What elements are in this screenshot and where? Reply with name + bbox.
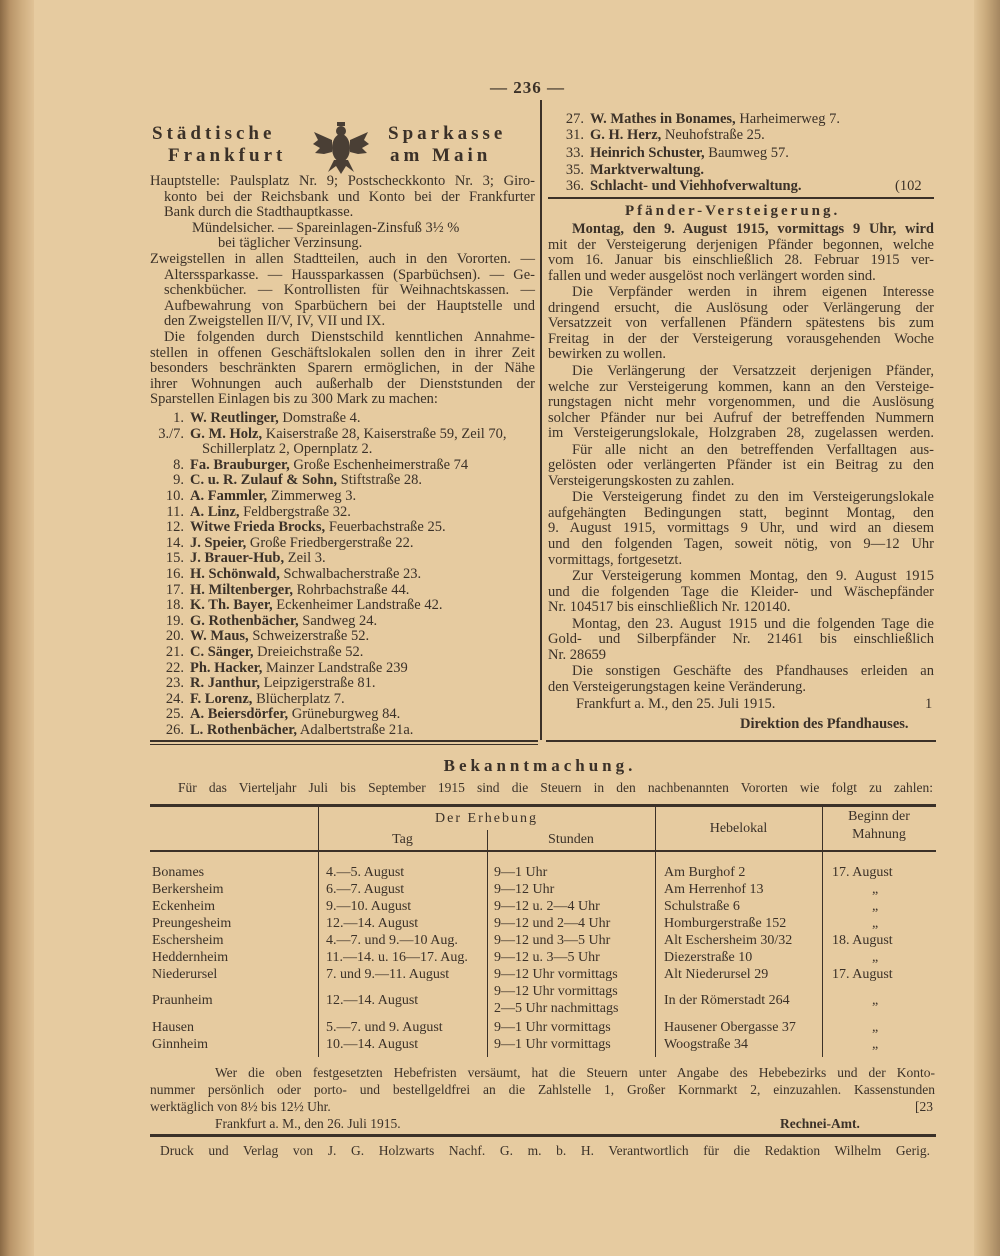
list-item-address: Eckenheimer Landstraße 42. — [276, 597, 443, 614]
table-top-rule — [150, 804, 936, 807]
list-item-text — [190, 645, 363, 661]
cell-tag: 4.—7. und 9.—10 Aug. — [326, 933, 458, 948]
list-item-number: 9. — [173, 472, 184, 489]
list-item-name: A. Fammler, — [190, 488, 268, 504]
list-item-number: 11. — [166, 503, 184, 520]
header-tag: Tag — [392, 832, 413, 847]
pfaender-line: bewirken zu wollen. — [548, 346, 666, 363]
list-item-text — [190, 427, 507, 443]
divider — [150, 740, 538, 742]
cell-hebelokal: Alt Eschersheim 30/32 — [664, 933, 793, 948]
pfaender-line: vom 16. Januar bis einschließlich 28. Februar 1915 ver- — [548, 252, 934, 269]
list-item-text — [202, 442, 372, 458]
list-item-text — [190, 583, 409, 599]
list-item-address: Zimmerweg 3. — [270, 488, 357, 504]
section-divider — [548, 197, 934, 199]
cell-mahnung: „ — [872, 950, 879, 965]
cell-mahnung: „ — [872, 1020, 879, 1035]
list-item-number: 25. — [165, 706, 184, 723]
cell-stunden: 9—12 Uhr — [494, 882, 555, 897]
cell-tag: 12.—14. August — [326, 916, 419, 931]
cell-tag: 5.—7. und 9. August — [326, 1020, 443, 1035]
list-item-number: 24. — [165, 690, 184, 707]
sparkasse-line: schenkbücher. — Kontrollisten für Weihnachtskassen. — — [164, 282, 535, 299]
table-col-divider — [487, 830, 488, 1057]
sparkasse-title-left-2: Frankfurt — [168, 145, 287, 166]
list-item-address: Mainzer Landstraße 239 — [266, 659, 408, 676]
bekanntmachung-ref: [23 — [915, 1099, 933, 1114]
cell-mahnung: „ — [872, 993, 879, 1008]
cell-mahnung: 17. August — [832, 865, 893, 880]
list-item-address: Grüneburgweg 84. — [291, 706, 401, 723]
cell-mahnung: „ — [872, 882, 879, 897]
pfaender-line: Nr. 104517 bis einschließlich Nr. 120140. — [548, 599, 791, 616]
list-item-name: Schlacht- und Viehhofverwaltung. — [590, 177, 802, 194]
pfaender-line: Versteigerungskosten zu zahlen. — [548, 472, 735, 489]
cell-hebelokal: In der Römerstadt 264 — [664, 993, 790, 1008]
list-item-name: W. Mathes in Bonames, — [590, 111, 736, 127]
cell-hebelokal: Homburgerstraße 152 — [664, 916, 787, 931]
sparkasse-line: Alterssparkasse. — Haussparkassen (Sparbüchsen). — Ge- — [164, 266, 535, 283]
list-item-name: Witwe Frieda Brocks, — [190, 519, 326, 536]
list-item-address: Baumweg 57. — [708, 145, 789, 162]
sparkasse-title-right-2: am Main — [390, 145, 492, 166]
cell-ort: Heddernheim — [152, 950, 229, 965]
pfaender-line: Die Versteigerung findet zu den im Versteigerungslokale — [572, 489, 934, 506]
cell-stunden: 9—1 Uhr — [494, 865, 548, 880]
sparkasse-ref-number: (102 — [895, 178, 922, 194]
list-item-number: 26. — [165, 722, 184, 738]
list-item-name: G. Rothenbächer, — [190, 612, 299, 629]
list-item-number: 21. — [165, 644, 184, 660]
page-edge — [974, 0, 1000, 1256]
cell-stunden: 9—12 Uhr vormittags — [494, 984, 618, 999]
footer-line-1 — [215, 1065, 935, 1081]
header-hebelokal: Hebelokal — [709, 821, 768, 836]
cell-ort: Hausen — [152, 1020, 194, 1035]
pfaender-line: den Versteigerungstagen keine Veränderung. — [548, 678, 806, 695]
pfaender-line: rungstagen nicht mehr vorgenommen, und die Auslösung — [548, 394, 934, 411]
list-item-name: G. H. Herz, — [590, 127, 662, 144]
list-item-text — [190, 723, 413, 739]
list-item-text — [190, 629, 369, 645]
pfaender-line: mit der Versteigerung derjenigen Pfänder begonnen, welche — [548, 236, 934, 253]
list-item-text — [190, 567, 421, 583]
list-item-address: Feldbergstraße 32. — [243, 503, 351, 520]
list-item-address: Neuhofstraße 25. — [664, 127, 765, 144]
list-item-name: C. Sänger, — [190, 644, 254, 660]
cell-tag: 11.—14. u. 16—17. Aug. — [326, 950, 468, 965]
cell-mahnung: „ — [872, 916, 879, 931]
list-item-name: L. Rothenbächer, — [190, 722, 298, 738]
list-item-text — [190, 536, 414, 552]
cell-stunden: 2—5 Uhr nachmittags — [494, 1001, 619, 1016]
sparkasse-line: den Zweigstellen II/V, IV, VII und IX. — [164, 313, 386, 330]
pfaender-line: Für alle nicht an den betreffenden Verfalltagen aus- — [572, 441, 934, 458]
list-item-number: 33. — [565, 145, 584, 162]
list-item-address: Schillerplatz 2, Opernplatz 2. — [202, 441, 373, 458]
header-stunden: Stunden — [548, 832, 594, 847]
list-item-name: K. Th. Bayer, — [190, 597, 273, 614]
list-item-number: 15. — [165, 550, 184, 567]
list-item-number: 20. — [165, 628, 184, 645]
pfaender-title: Pfänder-Versteigerung. — [625, 203, 841, 219]
footer-line-2 — [150, 1082, 935, 1098]
list-item-number: 1. — [173, 410, 184, 426]
list-item-text — [590, 112, 840, 128]
list-item-name: F. Lorenz, — [190, 690, 253, 707]
list-item-name: Marktverwaltung. — [590, 161, 704, 178]
book-binding — [0, 0, 34, 1256]
list-item-number: 31. — [565, 127, 584, 144]
list-item-address: Kaiserstraße 28, Kaiserstraße 59, Zeil 70, — [265, 425, 507, 442]
cell-mahnung: 18. August — [832, 933, 893, 948]
pfaender-line: Gold- und Silberpfänder Nr. 21461 bis einschließlich — [548, 631, 934, 648]
cell-mahnung: „ — [872, 1037, 879, 1052]
list-item-number: 19. — [165, 612, 184, 629]
pfaender-line: gelösten oder verlängerten Pfänder ist ein Beitrag zu den — [548, 457, 934, 474]
list-item-name: J. Speier, — [190, 534, 247, 551]
list-item-text — [190, 676, 376, 692]
list-item-address: Zeil 3. — [287, 550, 326, 567]
cell-stunden: 9—12 und 3—5 Uhr — [494, 933, 611, 948]
footer-text: Wer die oben festgesetzten Hebefristen versäumt, hat die Steuern unter Angabe des Hebebezirks und der Konto- — [215, 1065, 935, 1080]
pfaender-line: Frankfurt a. M., den 25. Juli 1915. — [576, 695, 776, 712]
cell-ort: Bonames — [152, 865, 205, 880]
cell-tag: 4.—5. August — [326, 865, 405, 880]
list-item-name: Fa. Brauburger, — [190, 456, 290, 473]
list-item-name: R. Janthur, — [190, 675, 260, 692]
list-item-address: Sandweg 24. — [302, 612, 378, 629]
list-item-text — [190, 551, 326, 567]
list-item-text — [190, 473, 422, 489]
imprint: Druck und Verlag von J. G. Holzwarts Nachf. G. m. b. H. Verantwortlich für die Redaktion Wilhelm Gerig. — [160, 1143, 930, 1158]
list-item-name: H. Schönwald, — [190, 566, 280, 582]
list-item-number: 10. — [165, 488, 184, 504]
cell-mahnung: 17. August — [832, 967, 893, 982]
list-item-address: Feuerbachstraße 25. — [328, 519, 446, 536]
sparkasse-line: stellen in offenen Geschäftslokalen sollen den in ihrer Zeit — [150, 344, 535, 361]
pfaender-line: fallen und weder ausgelöst noch verlängert worden sind. — [548, 267, 876, 284]
sparkasse-line: Aufbewahrung von Sparbüchern bei der Hauptstelle und — [164, 297, 535, 314]
table-header-rule — [150, 850, 936, 852]
cell-ort: Praunheim — [152, 993, 213, 1008]
header-der-erhebung: Der Erhebung — [435, 811, 538, 826]
cell-ort: Eckenheim — [152, 899, 215, 914]
pfaender-ref-number: 1 — [925, 696, 933, 712]
list-item-text — [190, 489, 356, 505]
cell-stunden: 9—1 Uhr vormittags — [494, 1020, 611, 1035]
list-item-number: 12. — [165, 519, 184, 536]
header-mahnung-1: Beginn der — [848, 809, 910, 824]
cell-stunden: 9—12 u. 3—5 Uhr — [494, 950, 600, 965]
bekanntmachung-intro: Für das Vierteljahr Juli bis September 1915 sind die Steuern in den nachbenannten Vororten wie folgt zu zahlen: — [178, 780, 933, 795]
pfaender-line: dringend ersucht, die Auslösung oder Verlängerung der — [548, 299, 934, 316]
list-item-number: 14. — [165, 534, 184, 551]
pfaender-line: 9. August 1915, vormittags 9 Uhr, und wird an diesem — [548, 520, 934, 537]
list-item-text — [190, 614, 377, 630]
cell-hebelokal: Woogstraße 34 — [664, 1037, 749, 1052]
page-number: — 236 — — [490, 78, 565, 97]
cell-tag: 12.—14. August — [326, 993, 419, 1008]
list-item-address: Adalbertstraße 21a. — [299, 722, 414, 738]
cell-ort: Niederursel — [152, 967, 218, 982]
pfaender-line: und die folgenden Tage die Kleider- und Wäschepfänder — [548, 583, 934, 600]
sparkasse-title-right-1: Sparkasse — [388, 123, 507, 144]
cell-tag: 9.—10. August — [326, 899, 412, 914]
cell-ort: Preungesheim — [152, 916, 232, 931]
list-item-text — [190, 411, 361, 427]
cell-tag: 10.—14. August — [326, 1037, 419, 1052]
list-item-address: Harheimerweg 7. — [739, 111, 840, 127]
list-item-number: 27. — [565, 111, 584, 127]
cell-stunden: 9—1 Uhr vormittags — [494, 1037, 611, 1052]
imprint-wrap — [160, 1143, 930, 1159]
list-item-number: 16. — [165, 566, 184, 582]
list-item-name: Ph. Hacker, — [190, 659, 263, 676]
sparkasse-line: ihrer Wohnungen auch außerhalb der Dienststunden der — [150, 375, 535, 392]
list-item-name: G. M. Holz, — [190, 425, 263, 442]
pfaender-line: Nr. 28659 — [548, 646, 606, 663]
bekanntmachung-signature: Rechnei-Amt. — [780, 1116, 860, 1131]
list-item-name: W. Reutlinger, — [190, 410, 279, 426]
pfaender-line: vormittags, fortgesetzt. — [548, 551, 683, 568]
pfaender-line: Montag, den 9. August 1915, vormittags 9 Uhr, wird — [572, 221, 934, 237]
bekanntmachung-date: Frankfurt a. M., den 26. Juli 1915. — [215, 1116, 401, 1131]
list-item-text — [590, 146, 789, 162]
sparkasse-line: Mündelsicher. — Spareinlagen-Zinsfuß 3½ % — [192, 219, 460, 236]
cell-stunden: 9—12 u. 2—4 Uhr — [494, 899, 600, 914]
list-item-text — [590, 163, 704, 179]
sparkasse-line: Hauptstelle: Paulsplatz Nr. 9; Postscheckkonto Nr. 3; Giro- — [150, 173, 535, 189]
footer-line-3: werktäglich von 8½ bis 12½ Uhr. — [150, 1099, 331, 1114]
pfaender-line: und den folgenden Tagen, soweit nötig, von 9—12 Uhr — [548, 536, 934, 552]
list-item-text — [190, 520, 446, 536]
table-col-divider — [655, 807, 656, 1057]
list-item-name: A. Linz, — [190, 503, 240, 520]
pfaender-line: welche zur Versteigerung kommen, kann an den Versteige- — [548, 378, 934, 395]
eagle-emblem-icon — [312, 118, 370, 176]
list-item-number: 23. — [165, 675, 184, 692]
cell-hebelokal: Am Herrenhof 13 — [664, 882, 764, 897]
cell-ort: Berkersheim — [152, 882, 224, 897]
list-item-address: Leipzigerstraße 81. — [263, 675, 376, 692]
list-item-text — [190, 692, 345, 708]
list-item-address: Große Eschenheimerstraße 74 — [293, 456, 469, 473]
list-item-address: Schweizerstraße 52. — [252, 628, 370, 645]
list-item-name: C. u. R. Zulauf & Sohn, — [190, 472, 338, 489]
list-item-text — [190, 505, 351, 521]
pfaender-line: Versatzzeit von verfallenen Pfändern spätestens bis zum — [548, 315, 934, 332]
pfaender-line: solcher Pfänder nur bei Aufruf der betreffenden Nummern — [548, 409, 934, 426]
header-mahnung-2: Mahnung — [852, 827, 906, 842]
list-item-number: 18. — [165, 597, 184, 614]
cell-stunden: 9—12 und 2—4 Uhr — [494, 916, 611, 931]
sparkasse-line: bei täglicher Verzinsung. — [218, 235, 363, 252]
column-divider — [540, 100, 542, 740]
list-item-address: Dreieichstraße 52. — [257, 644, 364, 660]
list-item-number: 22. — [165, 659, 184, 676]
list-item-name: J. Brauer-Hub, — [190, 550, 285, 567]
list-item-name: Heinrich Schuster, — [590, 145, 705, 162]
cell-tag: 7. und 9.—11. August — [326, 967, 450, 982]
list-item-address: Blücherplatz 7. — [256, 690, 345, 707]
cell-ort: Ginnheim — [152, 1037, 208, 1052]
footer-text: nummer persönlich oder porto- und bestellgeldfrei an die Zahlstelle 1, Großer Kornmarkt 2, einzuzahlen. Kassenstunden — [150, 1082, 935, 1097]
list-item-address: Domstraße 4. — [282, 410, 361, 426]
pfaender-line: Die Verpfänder werden in ihrem eigenen Interesse — [572, 284, 934, 301]
imprint-rule — [150, 1134, 936, 1137]
pfaender-line: Montag, den 23. August 1915 und die folgenden Tage die — [572, 615, 934, 632]
list-item-name: W. Maus, — [190, 628, 249, 645]
pfaender-line: Die Verlängerung der Versatzzeit derjenigen Pfänder, — [572, 362, 934, 379]
bekanntmachung-title: Bekanntmachung. — [443, 756, 637, 775]
sparkasse-line: besonders beschränkten Sparern ermöglichen, in der Nähe — [150, 360, 535, 377]
list-item-number: 36. — [565, 177, 584, 194]
table-col-divider — [822, 807, 823, 1057]
list-item-address: Schwalbacherstraße 23. — [283, 566, 422, 582]
list-item-address: Stiftstraße 28. — [340, 472, 423, 489]
pfaender-line: aufgehängten Bedingungen statt, beginnt Montag, den — [548, 504, 934, 521]
list-item-name: A. Beiersdörfer, — [190, 706, 289, 723]
cell-tag: 6.—7. August — [326, 882, 405, 897]
sparkasse-line: Die folgenden durch Dienstschild kenntlichen Annahme- — [164, 329, 535, 345]
list-item-name: H. Miltenberger, — [190, 581, 293, 598]
list-item-text — [590, 179, 802, 195]
pfaender-line: Zur Versteigerung kommen Montag, den 9. August 1915 — [572, 568, 934, 585]
list-item-address: Rohrbachstraße 44. — [296, 581, 410, 598]
list-item-number: 35. — [565, 161, 584, 178]
sparkasse-line: Bank durch die Stadthauptkasse. — [164, 204, 354, 221]
divider — [546, 740, 936, 742]
pfaender-line: Freitag in der der Versteigerung vorausgehenden Woche — [548, 330, 934, 347]
list-item-text — [190, 598, 443, 614]
cell-hebelokal: Schulstraße 6 — [664, 899, 740, 914]
divider — [150, 744, 538, 745]
list-item-number: 3./7. — [158, 425, 184, 442]
cell-hebelokal: Diezerstraße 10 — [664, 950, 753, 965]
sparkasse-line: Sparstellen Einlagen bis zu 300 Mark zu machen: — [150, 391, 438, 408]
cell-ort: Eschersheim — [152, 933, 224, 948]
cell-hebelokal: Am Burghof 2 — [664, 865, 746, 880]
list-item-text — [190, 458, 468, 474]
pfaender-signature: Direktion des Pfandhauses. — [740, 716, 909, 732]
list-item-address: Große Friedbergerstraße 22. — [249, 534, 414, 551]
pfaender-line: im Versteigerungslokale, Holzgraben 28, zugelassen werden. — [548, 425, 934, 442]
cell-hebelokal: Hausener Obergasse 37 — [664, 1020, 796, 1035]
cell-hebelokal: Alt Niederursel 29 — [664, 967, 769, 982]
list-item-text — [190, 661, 408, 677]
sparkasse-line: konto bei der Reichsbank und Konto bei der Frankfurter — [164, 188, 535, 205]
list-item-text — [190, 707, 400, 723]
list-item-number: 17. — [165, 581, 184, 598]
sparkasse-line: Zweigstellen in allen Stadtteilen, auch in den Vororten. — — [150, 251, 535, 267]
sparkasse-title-left-1: Städtische — [152, 123, 276, 144]
list-item-text — [590, 128, 765, 144]
cell-mahnung: „ — [872, 899, 879, 914]
list-item-number: 8. — [173, 456, 184, 473]
pfaender-line: Die sonstigen Geschäfte des Pfandhauses erleiden an — [572, 663, 934, 680]
cell-stunden: 9—12 Uhr vormittags — [494, 967, 618, 982]
